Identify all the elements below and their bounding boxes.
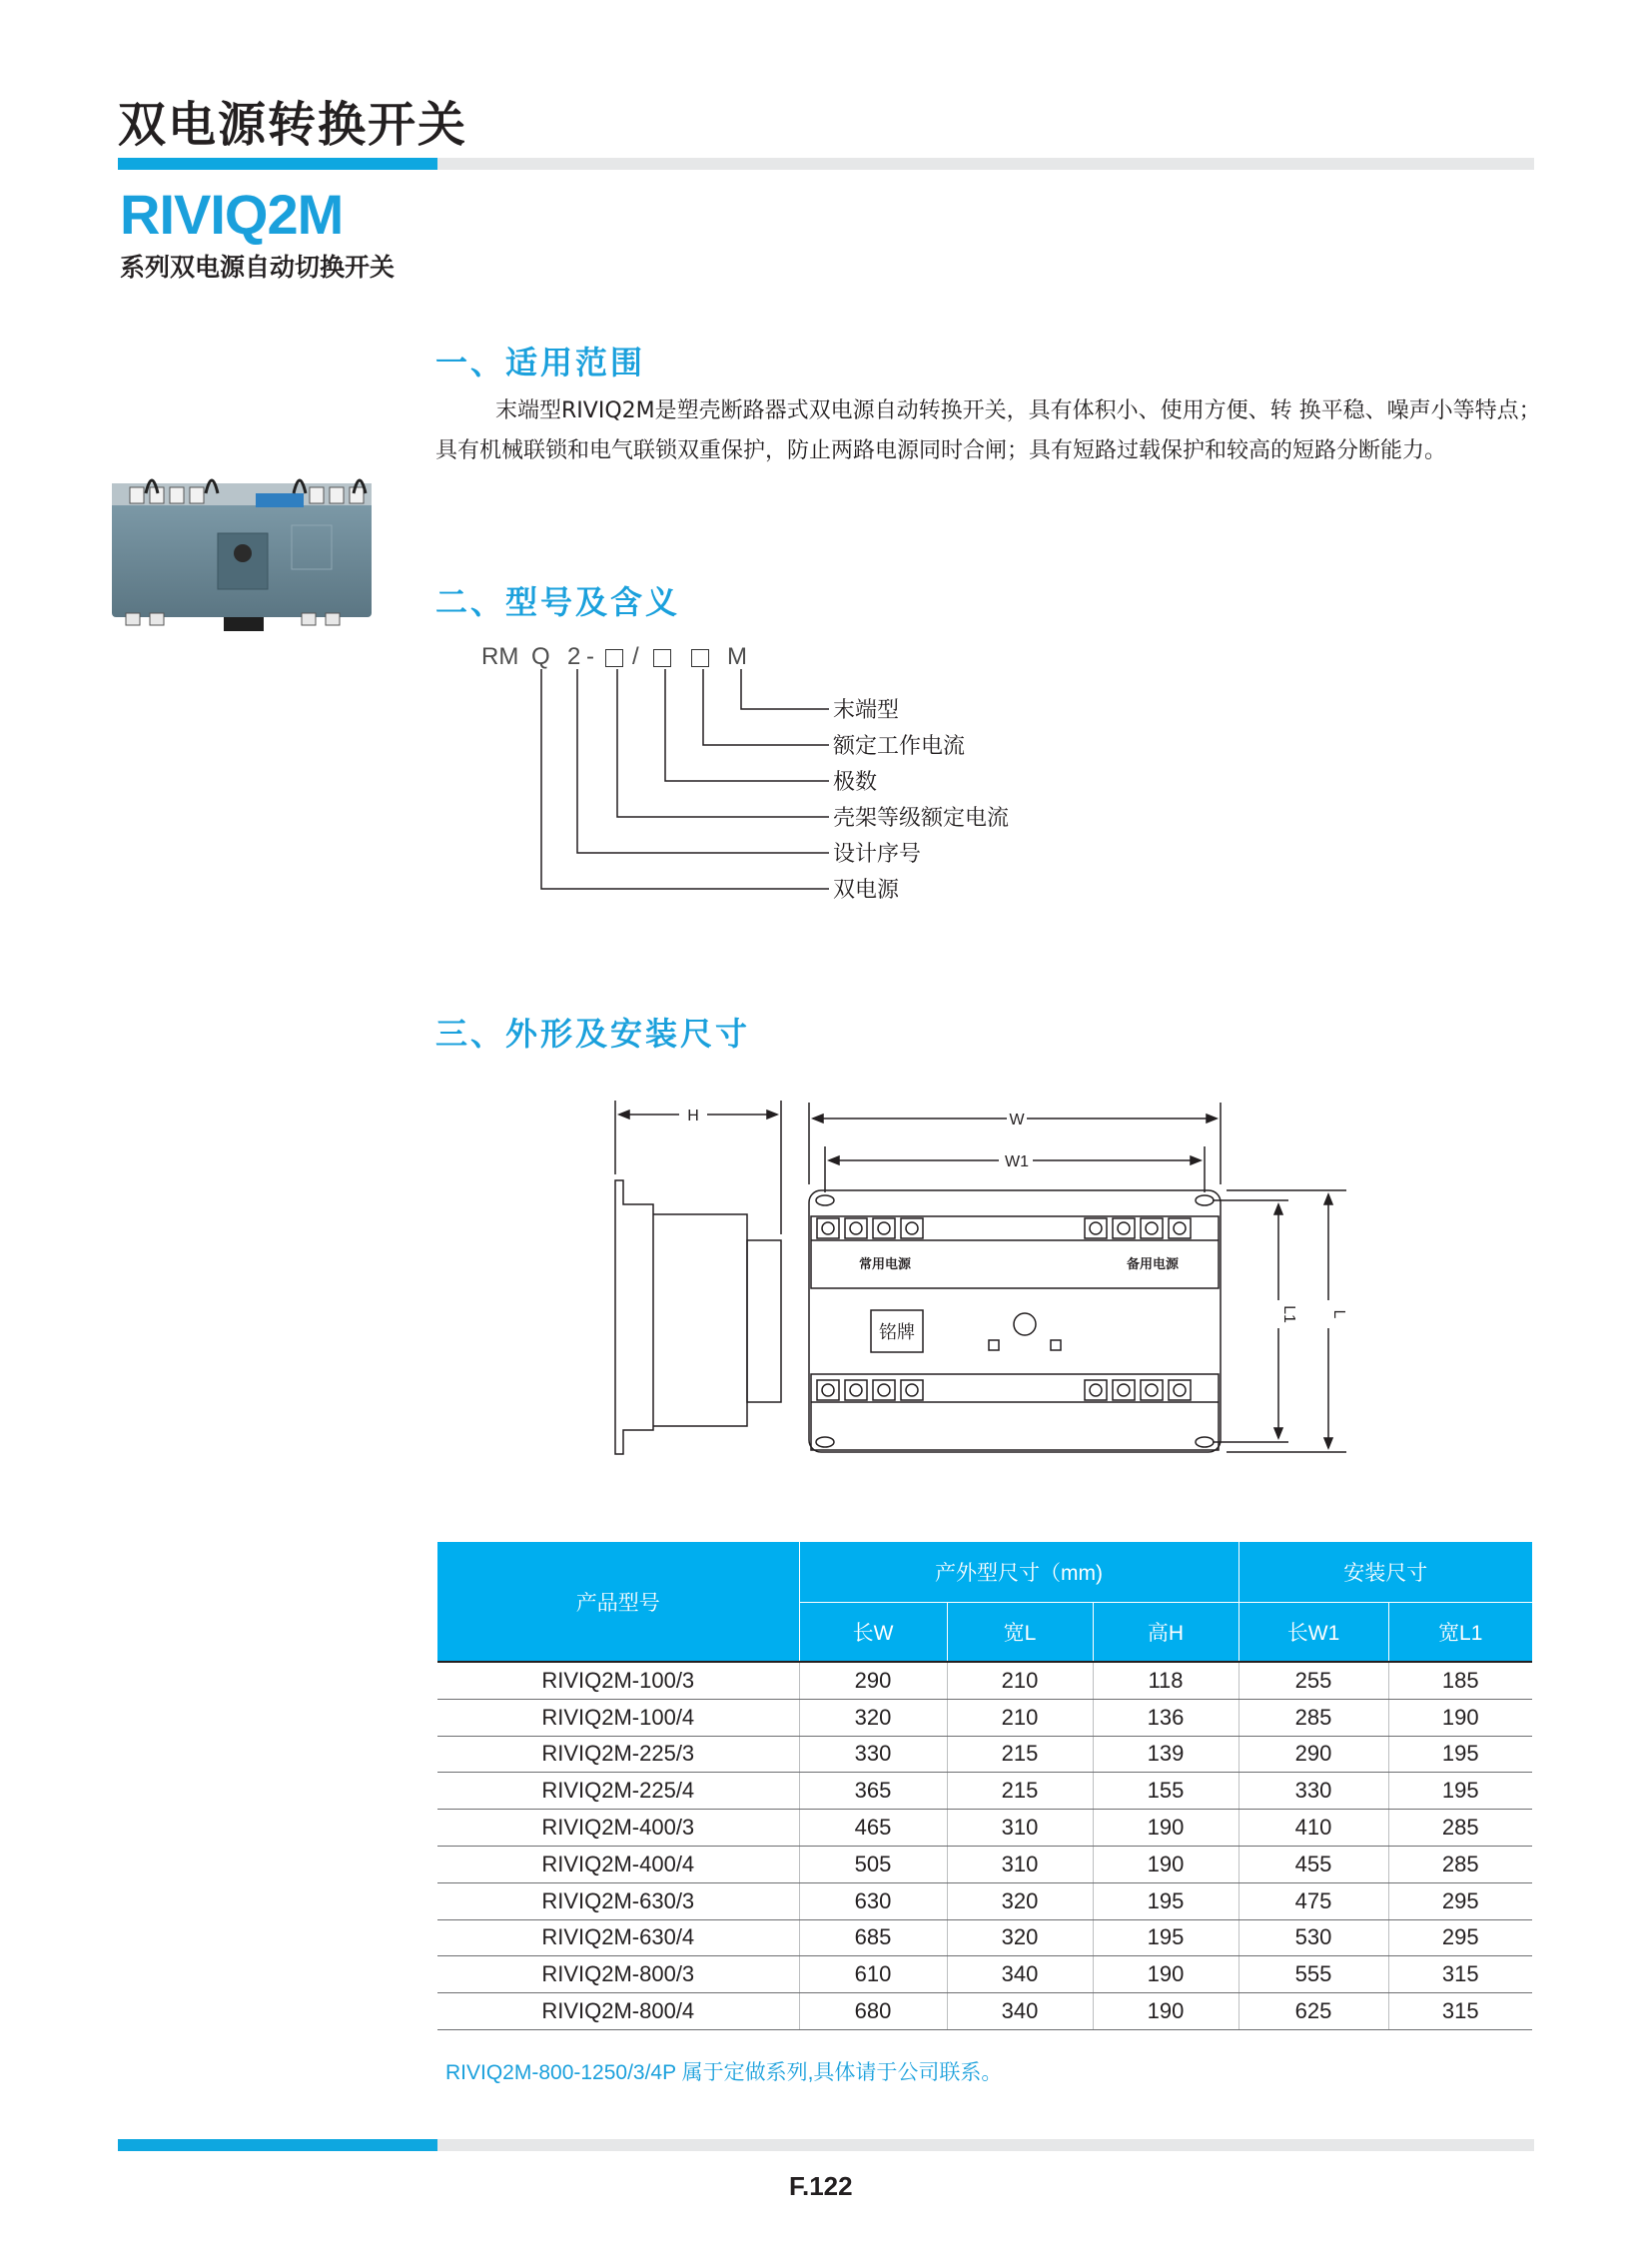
cell-l1: 315 [1388,1956,1532,1993]
cell-w: 290 [799,1662,947,1699]
cell-w: 685 [799,1919,947,1956]
product-photo [106,453,386,633]
cell-model: RIVIQ2M-800/3 [437,1956,799,1993]
cell-w1: 475 [1239,1882,1388,1919]
header-length-w: 长W [799,1602,947,1662]
code-q: Q [531,643,550,670]
cell-l: 310 [947,1810,1093,1847]
cell-w: 630 [799,1882,947,1919]
cell-w: 680 [799,1993,947,2030]
bottom-terminal-row [817,1380,1191,1400]
cell-w1: 285 [1239,1699,1388,1736]
cell-w1: 530 [1239,1919,1388,1956]
table-row [437,1956,1532,1993]
table-row [437,1846,1532,1882]
cell-l: 320 [947,1882,1093,1919]
cell-h: 155 [1093,1773,1239,1810]
footer-bar-gray [437,2139,1534,2151]
cell-w: 365 [799,1773,947,1810]
label-common-power: 常用电源 [859,1256,912,1271]
header-height-h: 高H [1093,1602,1239,1662]
cell-h: 139 [1093,1736,1239,1773]
code-dash: - [586,643,594,670]
side-view [615,1101,781,1454]
header-width-l: 宽L [947,1602,1093,1662]
header-bar-gray [437,158,1534,170]
cell-l1: 195 [1388,1736,1532,1773]
code-m: M [727,643,747,670]
cell-l: 310 [947,1846,1093,1882]
cell-w1: 330 [1239,1773,1388,1810]
custom-series-note: RIVIQ2M-800-1250/3/4P 属于定做系列,具体请于公司联系。 [445,2061,1003,2084]
header-model: 产品型号 [437,1542,799,1662]
table-row [437,1810,1532,1847]
cell-h: 195 [1093,1882,1239,1919]
meaning-rated-current: 额定工作电流 [833,734,966,759]
meaning-dual-power: 双电源 [833,878,900,903]
table-row [437,1699,1532,1736]
section-heading-scope: 一、适用范围 [435,344,646,381]
cell-h: 195 [1093,1919,1239,1956]
cell-w1: 290 [1239,1736,1388,1773]
scope-paragraph: 末端型RIVIQ2M是塑壳断路器式双电源自动转换开关，具有体积小、使用方便、转 换平稳、噪声小等特点；具有机械联锁和电气联锁双重保护，防止两路电源同时合闸；具有短路过载保护和较高的短路分断能力。 [435,398,1541,463]
cell-h: 190 [1093,1810,1239,1847]
cell-l: 320 [947,1919,1093,1956]
cell-model: RIVIQ2M-225/3 [437,1736,799,1773]
header-bar-blue [118,158,437,170]
cell-l1: 295 [1388,1882,1532,1919]
leader-poles [665,669,829,781]
cell-model: RIVIQ2M-800/4 [437,1993,799,2030]
cell-model: RIVIQ2M-100/3 [437,1662,799,1699]
table-row [437,1882,1532,1919]
cell-h: 190 [1093,1993,1239,2030]
cell-h: 118 [1093,1662,1239,1699]
cell-l: 215 [947,1736,1093,1773]
cell-h: 190 [1093,1846,1239,1882]
cell-l1: 315 [1388,1993,1532,2030]
cell-model: RIVIQ2M-225/4 [437,1773,799,1810]
top-terminal-row [817,1218,1191,1238]
meaning-poles: 极数 [833,770,878,795]
label-backup-power: 备用电源 [1127,1256,1180,1271]
section-heading-model: 二、型号及含义 [435,583,681,621]
cell-l1: 195 [1388,1773,1532,1810]
table-row [437,1773,1532,1810]
rated-current-box [691,649,709,667]
header-length-w1: 长W1 [1239,1602,1388,1662]
cell-l1: 285 [1388,1810,1532,1847]
cell-l: 210 [947,1699,1093,1736]
table-row [437,1993,1532,2030]
cell-l: 215 [947,1773,1093,1810]
dimension-table [437,1542,1532,2030]
cell-w: 610 [799,1956,947,1993]
section-heading-dimensions: 三、外形及安装尺寸 [435,1015,751,1053]
label-w: W [1009,1112,1025,1128]
header-install-dimensions: 安装尺寸 [1239,1542,1532,1602]
subtitle: 系列双电源自动切换开关 [120,253,396,282]
leader-dual-power [541,669,829,889]
page-number: F.122 [789,2171,853,2201]
cell-w1: 255 [1239,1662,1388,1699]
code-prefix: RM [481,643,519,670]
cell-l: 340 [947,1993,1093,2030]
cell-w1: 555 [1239,1956,1388,1993]
cell-model: RIVIQ2M-400/3 [437,1810,799,1847]
cell-l1: 295 [1388,1919,1532,1956]
handle-knob-icon [1014,1313,1036,1335]
label-l1: L1 [1280,1305,1297,1323]
cell-h: 136 [1093,1699,1239,1736]
cell-l1: 190 [1388,1699,1532,1736]
front-view [809,1190,1221,1452]
control-knob-icon [234,544,252,562]
table-row [437,1919,1532,1956]
code-slash: / [632,643,639,670]
leader-m [741,669,829,709]
cell-w: 330 [799,1736,947,1773]
header-outer-dimensions: 产外型尺寸（mm) [799,1542,1239,1602]
cell-w1: 410 [1239,1810,1388,1847]
meaning-design-serial: 设计序号 [833,842,922,867]
cell-l1: 185 [1388,1662,1532,1699]
label-h: H [687,1108,699,1124]
frame-current-box [605,649,623,667]
cell-l: 210 [947,1662,1093,1699]
cell-model: RIVIQ2M-400/4 [437,1846,799,1882]
label-w1: W1 [1005,1153,1029,1170]
leader-frame-current [617,669,829,817]
indicator-strip [256,493,304,507]
cell-model: RIVIQ2M-100/4 [437,1699,799,1736]
length-dimensions [1213,1190,1346,1452]
poles-box [653,649,671,667]
page-title: 双电源转换开关 [118,97,468,153]
model-leader-lines [529,669,849,899]
meaning-end-type: 末端型 [833,698,900,723]
footer-bar-blue [118,2139,437,2151]
cell-l: 340 [947,1956,1093,1993]
leader-rated-current [703,669,829,745]
cell-w: 505 [799,1846,947,1882]
label-nameplate: 铭牌 [879,1322,915,1343]
base-connector [224,617,264,631]
model-code: RIVIQ2M [120,183,344,246]
cell-w1: 455 [1239,1846,1388,1882]
cell-w: 465 [799,1810,947,1847]
dimension-drawing [599,1089,1358,1468]
cell-w1: 625 [1239,1993,1388,2030]
cell-model: RIVIQ2M-630/3 [437,1882,799,1919]
table-row [437,1736,1532,1773]
code-number: 2 [567,643,581,670]
label-l: L [1330,1309,1347,1319]
cell-model: RIVIQ2M-630/4 [437,1919,799,1956]
header-width-l1: 宽L1 [1388,1602,1532,1662]
cell-h: 190 [1093,1956,1239,1993]
cell-l1: 285 [1388,1846,1532,1882]
cell-w: 320 [799,1699,947,1736]
table-row [437,1662,1532,1699]
meaning-frame-current: 壳架等级额定电流 [833,806,1010,831]
